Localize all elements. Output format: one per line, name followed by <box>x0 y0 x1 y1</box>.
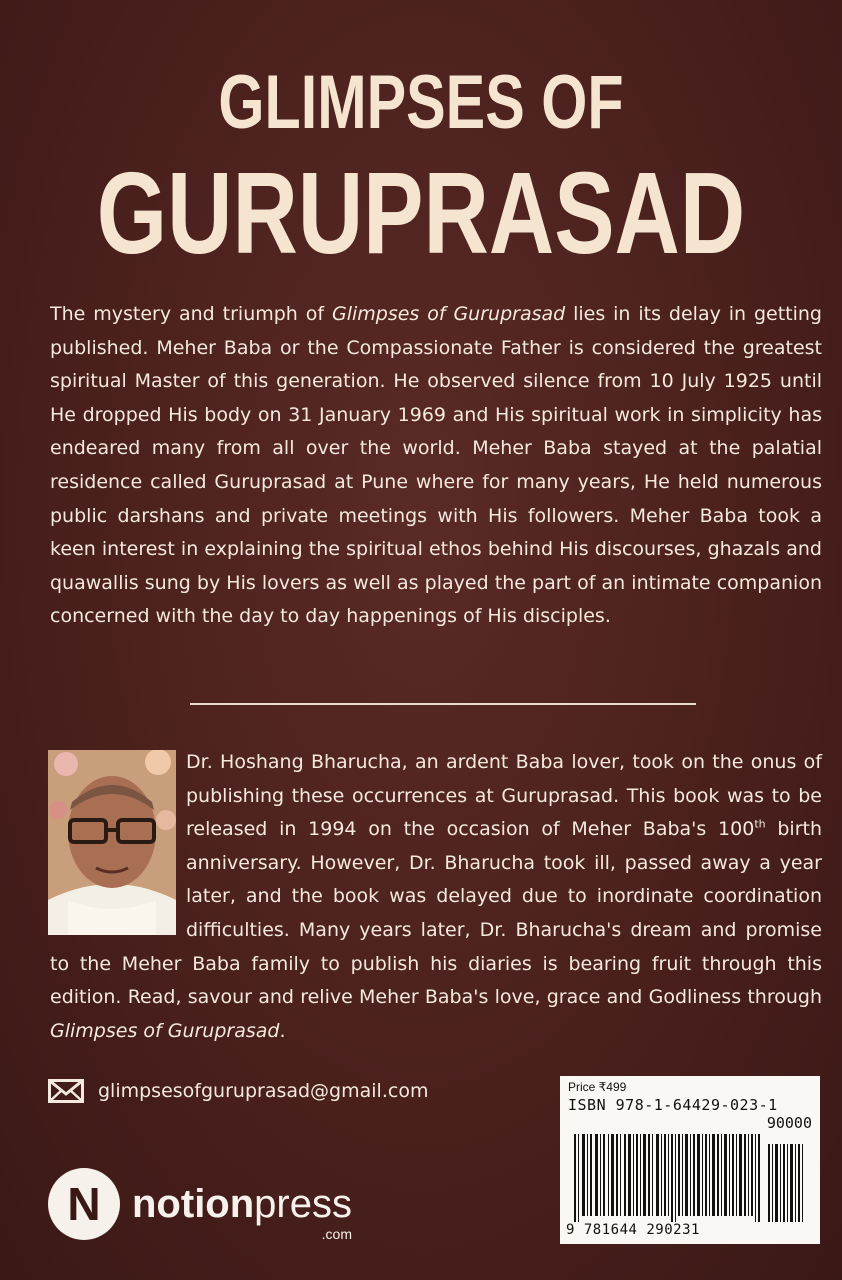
publisher-logo <box>48 1168 352 1240</box>
blurb-body: lies in its delay in getting published. Meher Baba or the Compassionate Father is considered the greatest spiritual Master of this generation. He observed silence from 10 July 1925 until He dropped His body on 31 January 1969 and His spiritual work in simplicity has endeared many from all over the world. Meher Baba stayed at the palatial residence called Guruprasad at Pune where for many years, He held numerous public darshans and private meetings with His followers. Meher Baba took a keen interest in explaining the spiritual ethos behind His discourses, ghazals and quawallis sung by His lovers as well as played the part of an intimate companion concerned with the day to day happenings of His disciples. <box>50 303 822 628</box>
publisher-name-regular: press <box>254 1181 352 1226</box>
publisher-logo-mark: N <box>48 1168 120 1240</box>
author-bio <box>50 746 822 1048</box>
contact-email[interactable]: glimpsesofguruprasad@gmail.com <box>98 1080 429 1102</box>
bio-superscript: th <box>754 817 766 831</box>
isbn-addon: 90000 <box>766 1114 812 1132</box>
publisher-name-bold: notion <box>132 1181 255 1226</box>
blurb-book-title: Glimpses of Guruprasad <box>331 303 566 325</box>
blurb-intro: The mystery and triumph of <box>50 303 332 325</box>
envelope-icon <box>48 1079 84 1103</box>
isbn-barcode <box>560 1076 820 1244</box>
isbn-label: ISBN 978-1-64429-023-1 <box>568 1096 778 1114</box>
bio-book-title: Glimpses of Guruprasad <box>50 1019 280 1042</box>
bio-text-1: Dr. Hoshang Bharucha, an ardent Baba lover, took on the onus of publishing these occurrences at Guruprasad. This book was to be released in 1994 on the occasion of Meher Baba's 100 <box>186 751 822 841</box>
publisher-domain: .com <box>321 1225 352 1242</box>
bio-end: . <box>279 1019 286 1042</box>
contact-row <box>48 1076 428 1106</box>
book-blurb <box>50 298 822 634</box>
barcode-bars <box>574 1134 806 1222</box>
price-label: Price ₹499 <box>568 1080 627 1094</box>
title-line-2: GURUPRASAD <box>96 148 746 278</box>
section-divider <box>190 703 696 705</box>
bio-text-2: birth anniversary. However, Dr. Bharucha took ill, passed away a year later, and the book was delayed due to inordinate coordination difficulties. Many years later, Dr. Bharucha's dream and promise to the Meher Baba family to publish his diaries is bearing fruit through this edition. Read, savour and relive Meher Baba's love, grace and Godliness through <box>50 818 822 1009</box>
title-line-1: GLIMPSES OF <box>218 60 624 145</box>
publisher-name <box>132 1181 352 1242</box>
barcode-number: 9 781644 290231 <box>566 1222 700 1238</box>
